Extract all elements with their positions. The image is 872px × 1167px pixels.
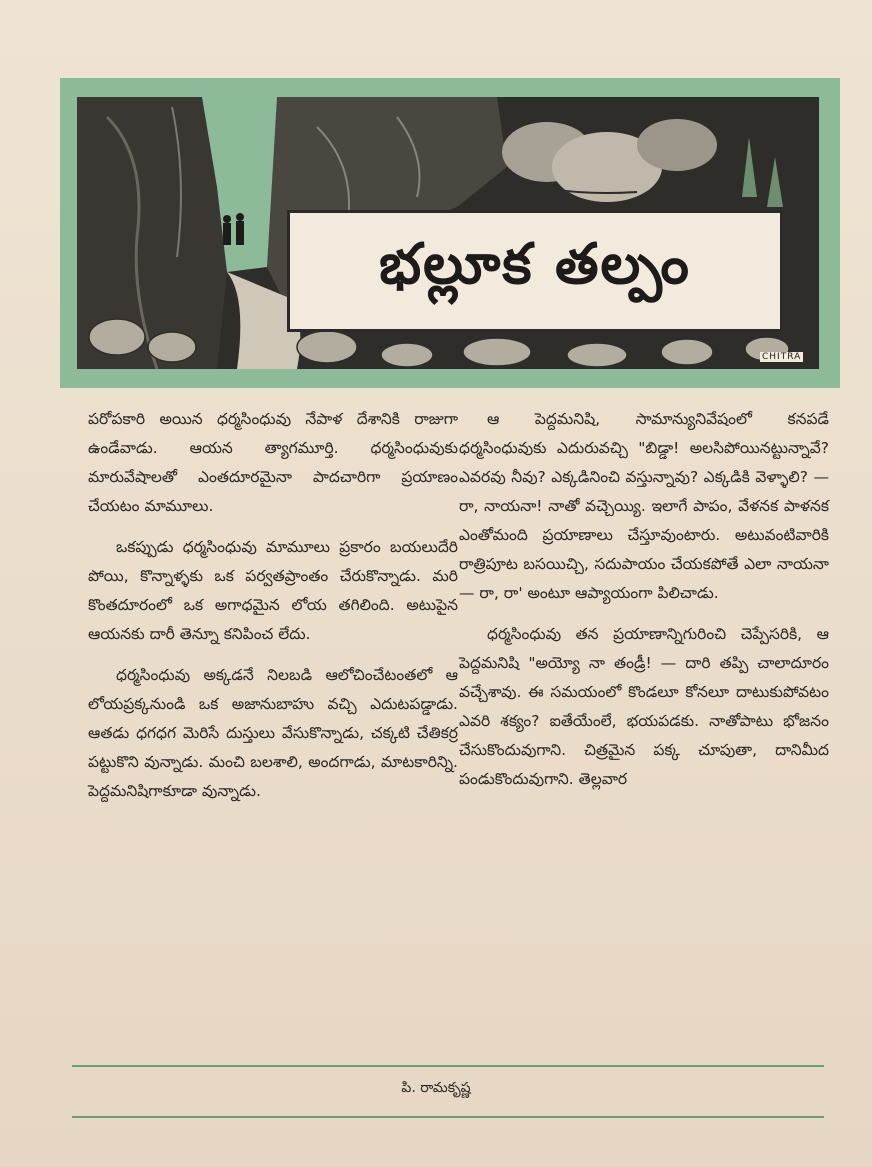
left-column [88,405,458,818]
bottom-rule [72,1116,824,1118]
illustrator-signature: CHITRA [762,352,802,362]
left-paragraph-1: పరోపకారి అయిన ధర్మసింధువు నేపాళ దేశానికి రాజుగా ఉండేవాడు. ఆయన త్యాగమూర్తి. ధర్మసింధువుకు మారువేషాలతో ఎంతదూరమైనా పాదచారిగా ప్రయాణం చేయటం మామూలు. [88,410,458,515]
right-paragraph-2: ధర్మసింధువు తన ప్రయాణాన్నిగురించి చెప్పేసరికి, ఆ పెద్దమనిషి "అయ్యో నా తండ్రీ! — దారి తప్పి చాలాదూరం వచ్చేశావు. ఈ సమయంలో కొండలూ కోనలూ దాటుకుపోవటం ఎవరి శక్యం? ఐతేయేంలే, భయపడకు. నాతోపాటు భోజనం చేసుకొందువుగాని. చిత్రమైన పక్క చూపుతా, దానిమీద పండుకొందువుగాని. తెల్లవార [459,625,829,788]
left-paragraph-2: ఒకప్పుడు ధర్మసింధువు మామూలు ప్రకారం బయలుదేరి పోయి, కొన్నాళ్ళకు ఒక పర్వతప్రాంతం చేరుకొన్నాడు. మరి కొంతదూరంలో ఒక అగాధమైన లోయ తగిలింది. అటుపైన ఆయనకు దారీ తెన్నూ కనిపించ లేదు. [88,538,458,643]
title-box [287,210,783,332]
right-column [459,405,829,806]
story-title: భల్లూక తల్పం [379,231,691,297]
top-rule [72,1065,824,1067]
left-paragraph-3: ధర్మసింధువు అక్కడనే నిలబడి ఆలోచించేటంతలో ఆ లోయప్రక్కనుండి ఒక అజానుబాహు వచ్చి ఎదుటపడ్డాడు. ఆతడు ధగధగ మెరిసే దుస్తులు వేసుకొన్నాడు, చక్కటి చేతికర్ర పట్టుకొని వున్నాడు. మంచి బలశాలి, అందగాడు, మాటకారిన్ని. పెద్దమనిషిగాకూడా వున్నాడు. [88,666,458,800]
author-byline: పి. రామకృష్ణ [401,1080,471,1096]
right-paragraph-1: ఆ పెద్దమనిషి, సామాన్యునివేషంలో కనపడే ధర్మసింధువుకు ఎదురువచ్చి "బిడ్డా! అలసిపోయినట్టున్నావే? ఎవరవు నీవు? ఎక్కడినించి వస్తున్నావు? ఎక్కడికి వెళ్ళాలి? — రా, నాయనా! నాతో వచ్చెయ్యి. ఇలాగే పాపం, వేళనక పాళనక ఎంతోమంది ప్రయాణాలు చేస్తూవుంటారు. అటువంటివారికి రాత్రిపూట బసయిచ్చి, సదుపాయం చేయకపోతే ఎలా నాయనా — రా, రా' అంటూ ఆప్యాయంగా పిలిచాడు. [459,410,829,602]
